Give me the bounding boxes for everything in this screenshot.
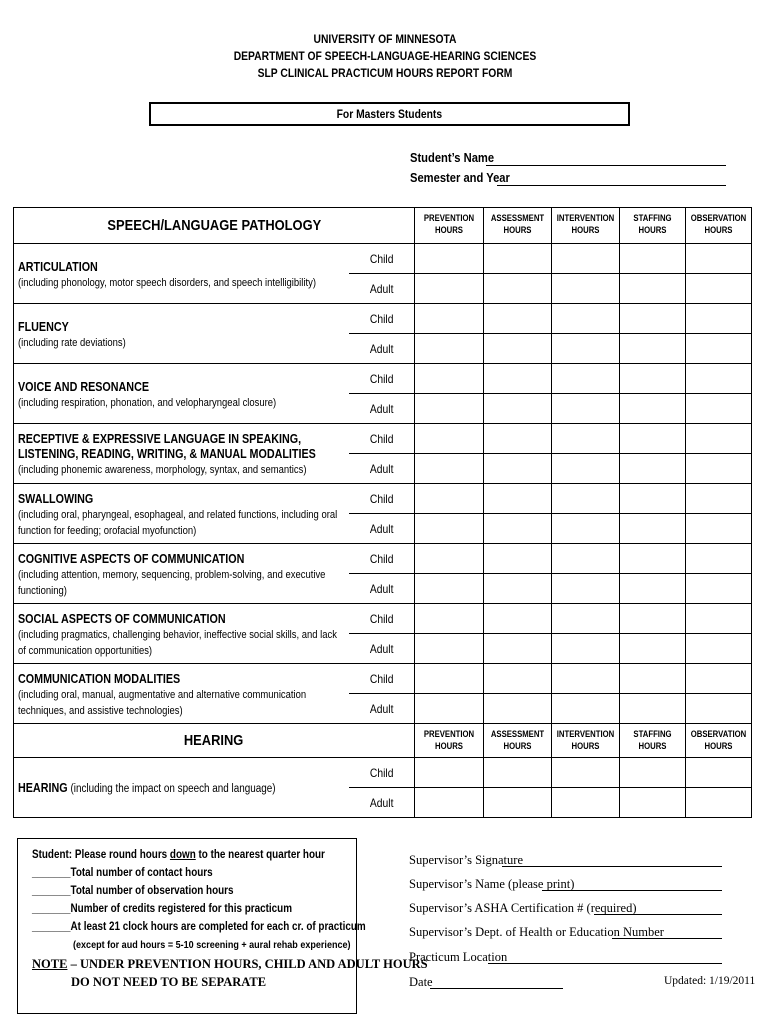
category-5-category-label <box>14 544 349 604</box>
hours-entry-cell[interactable] <box>620 454 686 484</box>
semester-year-label: Semester and Year <box>410 170 510 185</box>
hours-entry-cell[interactable] <box>686 514 752 544</box>
hours-entry-cell[interactable] <box>484 514 552 544</box>
hours-entry-cell[interactable] <box>484 664 552 694</box>
audience-label: For Masters Students <box>336 107 443 121</box>
hearing-column-header <box>686 724 752 758</box>
category-7-child-row <box>14 664 752 694</box>
hearing-child-row <box>14 758 752 788</box>
column-header-line2: HOURS <box>704 741 733 751</box>
hours-entry-cell[interactable] <box>552 484 620 514</box>
column-header-line2: HOURS <box>704 225 733 235</box>
hours-entry-cell[interactable] <box>686 544 752 574</box>
adult-label <box>349 788 415 818</box>
updated-date: Updated: 1/19/2011 <box>664 975 756 987</box>
adult-label <box>349 574 415 604</box>
child-label-text: Child <box>369 251 394 266</box>
hours-entry-cell[interactable] <box>552 424 620 454</box>
hours-entry-cell[interactable] <box>552 574 620 604</box>
category-6-child-row <box>14 604 752 634</box>
category-description: (including respiration, phonation, and velopharyngeal closure) <box>18 396 277 409</box>
hours-entry-cell[interactable] <box>686 364 752 394</box>
column-header-line2: HOURS <box>571 225 600 235</box>
student-name-field[interactable] <box>486 165 726 166</box>
hours-entry-cell[interactable] <box>552 634 620 664</box>
category-5-child-row <box>14 544 752 574</box>
observation-hours-line[interactable]: _______Total number of observation hours <box>32 885 234 897</box>
hours-entry-cell[interactable] <box>415 758 484 788</box>
adult-label-text: Adult <box>369 401 394 416</box>
hours-entry-cell[interactable] <box>620 544 686 574</box>
column-header-line1: INTERVENTION <box>556 729 615 739</box>
category-1-child-row <box>14 304 752 334</box>
column-header-line1: STAFFING <box>633 213 672 223</box>
child-label-text: Child <box>369 765 394 780</box>
dept-number-label: Supervisor’s Dept. of Health or Education Number <box>409 925 664 939</box>
hours-entry-cell[interactable] <box>620 788 686 818</box>
child-label-text: Child <box>369 551 394 566</box>
hours-entry-cell[interactable] <box>415 514 484 544</box>
column-header-line1: OBSERVATION <box>690 729 747 739</box>
hours-entry-cell[interactable] <box>415 634 484 664</box>
hours-entry-cell[interactable] <box>415 304 484 334</box>
hours-entry-cell[interactable] <box>686 244 752 274</box>
column-header-line2: HOURS <box>435 741 463 751</box>
hours-entry-cell[interactable] <box>686 574 752 604</box>
hours-entry-cell[interactable] <box>552 694 620 724</box>
slp-column-header <box>484 208 552 244</box>
practicum-location-field[interactable] <box>488 963 722 964</box>
hours-entry-cell[interactable] <box>552 664 620 694</box>
adult-label-text: Adult <box>369 461 394 476</box>
category-0-child-row <box>14 244 752 274</box>
hours-entry-cell[interactable] <box>620 484 686 514</box>
hours-entry-cell[interactable] <box>415 788 484 818</box>
hours-entry-cell[interactable] <box>552 334 620 364</box>
hours-entry-cell[interactable] <box>484 244 552 274</box>
hours-entry-cell[interactable] <box>415 544 484 574</box>
column-header-line2: HOURS <box>503 741 532 751</box>
hours-entry-cell[interactable] <box>484 574 552 604</box>
hours-entry-cell[interactable] <box>484 454 552 484</box>
column-header-line1: ASSESSMENT <box>490 213 545 223</box>
category-description: (including the impact on speech and language) <box>70 783 276 795</box>
category-4-child-row <box>14 484 752 514</box>
date-label: Date <box>409 975 433 989</box>
slp-section-title-text: SPEECH/LANGUAGE PATHOLOGY <box>107 217 321 234</box>
hours-entry-cell[interactable] <box>686 394 752 424</box>
hours-entry-cell[interactable] <box>686 604 752 634</box>
category-name: ARTICULATION <box>18 259 98 274</box>
semester-year-field[interactable] <box>497 185 726 186</box>
category-3-child-row <box>14 424 752 454</box>
hours-entry-cell[interactable] <box>484 304 552 334</box>
hours-entry-cell[interactable] <box>686 694 752 724</box>
child-label-text: Child <box>369 431 394 446</box>
hours-entry-cell[interactable] <box>552 394 620 424</box>
hours-entry-cell[interactable] <box>686 788 752 818</box>
adult-label <box>349 454 415 484</box>
child-label-text: Child <box>369 311 394 326</box>
hours-entry-cell[interactable] <box>415 604 484 634</box>
column-header-line1: OBSERVATION <box>690 213 747 223</box>
hours-entry-cell[interactable] <box>415 244 484 274</box>
slp-column-header <box>620 208 686 244</box>
child-label-text: Child <box>369 491 394 506</box>
category-name: SOCIAL ASPECTS OF COMMUNICATION <box>18 611 226 626</box>
credits-line[interactable]: _______Number of credits registered for this practicum <box>32 903 293 915</box>
category-1-category-label <box>14 304 349 364</box>
hours-entry-cell[interactable] <box>484 364 552 394</box>
contact-hours-line[interactable]: _______Total number of contact hours <box>32 867 213 879</box>
hours-entry-cell[interactable] <box>686 424 752 454</box>
hours-entry-cell[interactable] <box>620 574 686 604</box>
adult-label-text: Adult <box>369 641 394 656</box>
category-6-category-label <box>14 604 349 664</box>
aud-hours-note: (except for aud hours = 5-10 screening + aural rehab experience) <box>73 939 351 951</box>
child-label <box>349 364 415 394</box>
hours-entry-cell[interactable] <box>415 664 484 694</box>
child-label <box>349 484 415 514</box>
date-field[interactable] <box>430 988 563 989</box>
child-label <box>349 244 415 274</box>
form-title: SLP CLINICAL PRACTICUM HOURS REPORT FORM <box>257 66 513 80</box>
hours-entry-cell[interactable] <box>620 394 686 424</box>
category-name: COGNITIVE ASPECTS OF COMMUNICATION <box>18 551 245 566</box>
category-description: (including attention, memory, sequencing, problem-solving, and executive functioning) <box>18 568 326 597</box>
hearing-column-header <box>415 724 484 758</box>
adult-label <box>349 394 415 424</box>
rounding-instruction: Student: Please round hours down to the nearest quarter hour <box>32 849 325 861</box>
hours-entry-cell[interactable] <box>484 394 552 424</box>
hours-entry-cell[interactable] <box>620 514 686 544</box>
hours-entry-cell[interactable] <box>620 424 686 454</box>
hours-entry-cell[interactable] <box>552 304 620 334</box>
column-header-line1: STAFFING <box>633 729 672 739</box>
adult-label-text: Adult <box>369 701 394 716</box>
adult-label <box>349 634 415 664</box>
child-label <box>349 544 415 574</box>
category-description: (including phonemic awareness, morphology, syntax, and semantics) <box>18 464 307 476</box>
child-label <box>349 758 415 788</box>
column-header-line1: PREVENTION <box>423 213 475 223</box>
hours-entry-cell[interactable] <box>620 604 686 634</box>
category-2-child-row <box>14 364 752 394</box>
hours-entry-cell[interactable] <box>686 274 752 304</box>
category-description: (including oral, pharyngeal, esophageal, and related functions, including oral function for feeding; orofacial myofunction) <box>18 508 338 537</box>
column-header-line1: INTERVENTION <box>556 213 615 223</box>
child-label-text: Child <box>369 611 394 626</box>
audience-box <box>149 102 630 126</box>
slp-column-header <box>552 208 620 244</box>
hours-entry-cell[interactable] <box>552 244 620 274</box>
column-header-line1: PREVENTION <box>423 729 475 739</box>
child-label-text: Child <box>369 671 394 686</box>
hours-entry-cell[interactable] <box>686 664 752 694</box>
hours-entry-cell[interactable] <box>552 514 620 544</box>
column-header-line2: HOURS <box>638 741 667 751</box>
child-label <box>349 304 415 334</box>
category-2-category-label <box>14 364 349 424</box>
hours-entry-cell[interactable] <box>415 454 484 484</box>
child-label <box>349 664 415 694</box>
hearing-header-row <box>14 724 752 758</box>
hours-entry-cell[interactable] <box>620 274 686 304</box>
hours-table <box>13 207 752 818</box>
slp-column-header <box>686 208 752 244</box>
column-header-line2: HOURS <box>638 225 667 235</box>
hours-entry-cell[interactable] <box>484 788 552 818</box>
hours-entry-cell[interactable] <box>484 544 552 574</box>
hours-entry-cell[interactable] <box>484 334 552 364</box>
category-name: VOICE AND RESONANCE <box>18 379 150 394</box>
hours-entry-cell[interactable] <box>484 634 552 664</box>
clock-hours-line[interactable]: _______At least 21 clock hours are completed for each cr. of practicum <box>32 921 366 933</box>
adult-label-text: Adult <box>369 521 394 536</box>
hours-entry-cell[interactable] <box>552 544 620 574</box>
asha-cert-field[interactable] <box>594 914 722 915</box>
column-header-line2: HOURS <box>503 225 532 235</box>
hours-entry-cell[interactable] <box>620 634 686 664</box>
slp-column-header <box>415 208 484 244</box>
hours-entry-cell[interactable] <box>620 334 686 364</box>
hours-entry-cell[interactable] <box>415 274 484 304</box>
supervisor-signature-label: Supervisor’s Signature <box>409 853 523 867</box>
category-name: SWALLOWING <box>18 491 94 506</box>
dept-number-field[interactable] <box>612 938 722 939</box>
child-label <box>349 424 415 454</box>
adult-label-text: Adult <box>369 795 394 810</box>
column-header-line2: HOURS <box>435 225 463 235</box>
hours-entry-cell[interactable] <box>484 604 552 634</box>
category-7-category-label <box>14 664 349 724</box>
hours-entry-cell[interactable] <box>620 304 686 334</box>
category-description: (including oral, manual, augmentative and alternative communication techniques, and assistive technologies) <box>18 688 307 717</box>
hours-entry-cell[interactable] <box>552 454 620 484</box>
supervisor-name-field[interactable] <box>542 890 722 891</box>
hours-entry-cell[interactable] <box>620 694 686 724</box>
slp-section-title <box>14 208 415 244</box>
hours-entry-cell[interactable] <box>620 364 686 394</box>
adult-label <box>349 694 415 724</box>
prevention-note-cont: DO NOT NEED TO BE SEPARATE <box>71 975 267 989</box>
slp-header-row <box>14 208 752 244</box>
hours-entry-cell[interactable] <box>686 758 752 788</box>
category-3-category-label <box>14 424 349 484</box>
column-header-line1: ASSESSMENT <box>490 729 545 739</box>
supervisor-name-label: Supervisor’s Name (please print) <box>409 877 575 891</box>
child-label <box>349 604 415 634</box>
hearing-section-title-text: HEARING <box>184 732 244 749</box>
category-0-category-label <box>14 244 349 304</box>
hours-entry-cell[interactable] <box>484 484 552 514</box>
adult-label-text: Adult <box>369 281 394 296</box>
adult-label-text: Adult <box>369 581 394 596</box>
category-name: RECEPTIVE & EXPRESSIVE LANGUAGE IN SPEAKING, LISTENING, READING, WRITING, & MANUAL MODALITIES <box>18 432 316 461</box>
hours-entry-cell[interactable] <box>415 394 484 424</box>
student-name-label: Student’s Name <box>410 150 495 165</box>
adult-label <box>349 274 415 304</box>
hours-entry-cell[interactable] <box>415 334 484 364</box>
hearing-category-label <box>14 758 349 818</box>
hours-entry-cell[interactable] <box>552 788 620 818</box>
hours-entry-cell[interactable] <box>686 454 752 484</box>
hours-entry-cell[interactable] <box>415 694 484 724</box>
hearing-section-title <box>14 724 415 758</box>
adult-label <box>349 334 415 364</box>
category-description: (including rate deviations) <box>18 336 126 349</box>
hours-entry-cell[interactable] <box>484 424 552 454</box>
hours-entry-cell[interactable] <box>415 424 484 454</box>
hours-entry-cell[interactable] <box>552 604 620 634</box>
category-name: FLUENCY <box>18 319 69 334</box>
category-name: COMMUNICATION MODALITIES <box>18 671 181 686</box>
hours-entry-cell[interactable] <box>415 364 484 394</box>
category-description: (including pragmatics, challenging behavior, ineffective social skills, and lack of communication opportunities) <box>18 628 338 657</box>
hours-entry-cell[interactable] <box>686 634 752 664</box>
department-name: DEPARTMENT OF SPEECH-LANGUAGE-HEARING SCIENCES <box>233 49 537 63</box>
hours-entry-cell[interactable] <box>686 334 752 364</box>
child-label-text: Child <box>369 371 394 386</box>
hours-entry-cell[interactable] <box>484 694 552 724</box>
practicum-location-label: Practicum Location <box>409 950 508 964</box>
adult-label <box>349 514 415 544</box>
hours-entry-cell[interactable] <box>620 244 686 274</box>
supervisor-signature-field[interactable] <box>502 866 722 867</box>
category-4-category-label <box>14 484 349 544</box>
hours-entry-cell[interactable] <box>686 304 752 334</box>
hours-entry-cell[interactable] <box>484 758 552 788</box>
university-name: UNIVERSITY OF MINNESOTA <box>313 32 457 46</box>
prevention-note: NOTE – UNDER PREVENTION HOURS, CHILD AND ADULT HOURS <box>32 957 428 971</box>
asha-cert-label: Supervisor’s ASHA Certification # (required) <box>409 901 637 915</box>
category-description: (including phonology, motor speech disorders, and speech intelligibility) <box>18 276 316 289</box>
hours-entry-cell[interactable] <box>484 274 552 304</box>
hours-entry-cell[interactable] <box>415 484 484 514</box>
hours-entry-cell[interactable] <box>552 274 620 304</box>
hearing-column-header <box>552 724 620 758</box>
hours-entry-cell[interactable] <box>552 758 620 788</box>
hours-entry-cell[interactable] <box>620 664 686 694</box>
hours-entry-cell[interactable] <box>552 364 620 394</box>
category-name: HEARING <box>18 781 68 795</box>
hours-entry-cell[interactable] <box>620 758 686 788</box>
column-header-line2: HOURS <box>571 741 600 751</box>
hearing-column-header <box>484 724 552 758</box>
adult-label-text: Adult <box>369 341 394 356</box>
hearing-column-header <box>620 724 686 758</box>
hours-entry-cell[interactable] <box>415 574 484 604</box>
hours-entry-cell[interactable] <box>686 484 752 514</box>
